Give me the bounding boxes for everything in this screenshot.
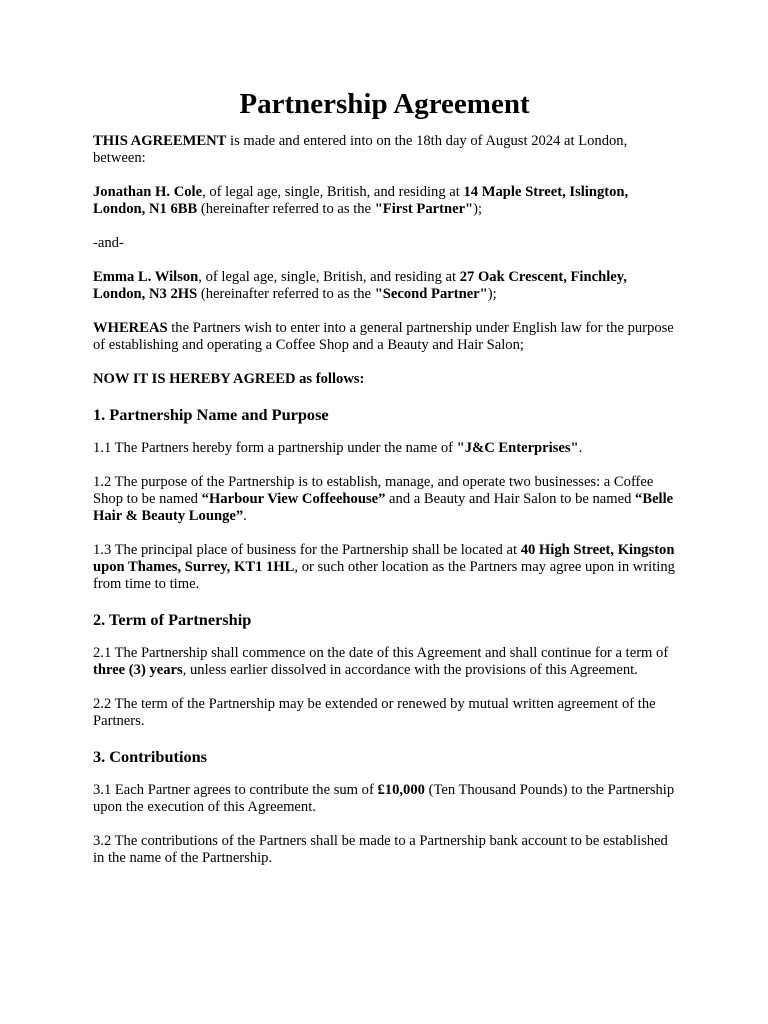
first-partner-name: Jonathan H. Cole	[93, 184, 203, 200]
clause-text: 3.2 The contributions of the Partners shall be made to a Partnership bank account to be established in the name of the Partnership.	[93, 833, 668, 866]
intro-text: is made and entered into on the 18th day of August 2024 at London, between:	[93, 133, 628, 166]
second-partner-details: , of legal age, single, British, and residing at	[198, 269, 460, 285]
clause-text: (Ten Thousand Pounds) to the Partnership upon the execution of this Agreement.	[93, 782, 675, 815]
second-partner-name: Emma L. Wilson	[93, 269, 199, 285]
agreed-statement	[93, 371, 676, 388]
first-partner-designation: "First Partner"	[374, 201, 474, 217]
clause-2-1	[93, 645, 676, 679]
first-partner-ref-text: (hereinafter referred to as the	[197, 201, 375, 217]
whereas-paragraph	[93, 320, 676, 354]
clause-text: 1.2 The purpose of the Partnership is to establish, manage, and operate two businesses: a Coffee Shop to be named	[93, 474, 654, 507]
term-length: three (3) years	[93, 662, 183, 678]
document-title: Partnership Agreement	[239, 88, 530, 120]
section-heading-1: 1. Partnership Name and Purpose	[93, 405, 329, 424]
first-partner-address: 14 Maple Street, Islington, London, N1 6BB	[93, 184, 629, 217]
section-heading-3: 3. Contributions	[93, 747, 207, 766]
first-partner-paragraph	[93, 184, 676, 218]
clause-text: .	[578, 440, 583, 456]
clause-2-2	[93, 696, 676, 730]
clause-1-3	[93, 542, 676, 593]
contribution-amount: £10,000	[377, 782, 425, 798]
whereas-lead: WHEREAS	[93, 320, 168, 336]
intro-paragraph	[93, 133, 676, 167]
and-separator: -and-	[93, 235, 124, 251]
intro-lead: THIS AGREEMENT	[93, 133, 227, 149]
clause-text: 2.1 The Partnership shall commence on the date of this Agreement and shall continue for a term of	[93, 645, 669, 661]
clause-text: , or such other location as the Partners may agree upon in writing from time to time.	[93, 559, 675, 592]
clause-text: 1.3 The principal place of business for the Partnership shall be located at	[93, 542, 521, 558]
partnership-name: "J&C Enterprises"	[456, 440, 579, 456]
clause-text: , unless earlier dissolved in accordance with the provisions of this Agreement.	[182, 662, 638, 678]
clause-text: 3.1 Each Partner agrees to contribute the sum of	[93, 782, 378, 798]
clause-text: and a Beauty and Hair Salon to be named	[385, 491, 636, 507]
clause-3-1	[93, 782, 676, 816]
clause-1-1	[93, 440, 676, 457]
first-partner-details: , of legal age, single, British, and residing at	[202, 184, 464, 200]
second-partner-paragraph	[93, 269, 676, 303]
salon-name: “Belle Hair & Beauty Lounge”	[93, 491, 674, 524]
clause-3-2	[93, 833, 676, 867]
second-partner-designation: "Second Partner"	[374, 286, 488, 302]
clause-1-2	[93, 474, 676, 525]
second-partner-address: 27 Oak Crescent, Finchley, London, N3 2HS	[93, 269, 627, 302]
business-address: 40 High Street, Kingston upon Thames, Surrey, KT1 1HL	[93, 542, 675, 575]
first-partner-end: );	[473, 201, 483, 217]
clause-text: 2.2 The term of the Partnership may be extended or renewed by mutual written agreement of the Partners.	[93, 696, 656, 729]
clause-text: 1.1 The Partners hereby form a partnership under the name of	[93, 440, 457, 456]
clause-text: .	[243, 508, 247, 524]
whereas-text: the Partners wish to enter into a general partnership under English law for the purpose of establishing and operating a Coffee Shop and a Beauty and Hair Salon;	[93, 320, 674, 353]
second-partner-ref-text: (hereinafter referred to as the	[197, 286, 375, 302]
coffee-shop-name: “Harbour View Coffeehouse”	[201, 491, 386, 507]
agreed-text: NOW IT IS HEREBY AGREED as follows:	[93, 371, 365, 387]
section-heading-2: 2. Term of Partnership	[93, 610, 252, 629]
second-partner-end: );	[487, 286, 497, 302]
